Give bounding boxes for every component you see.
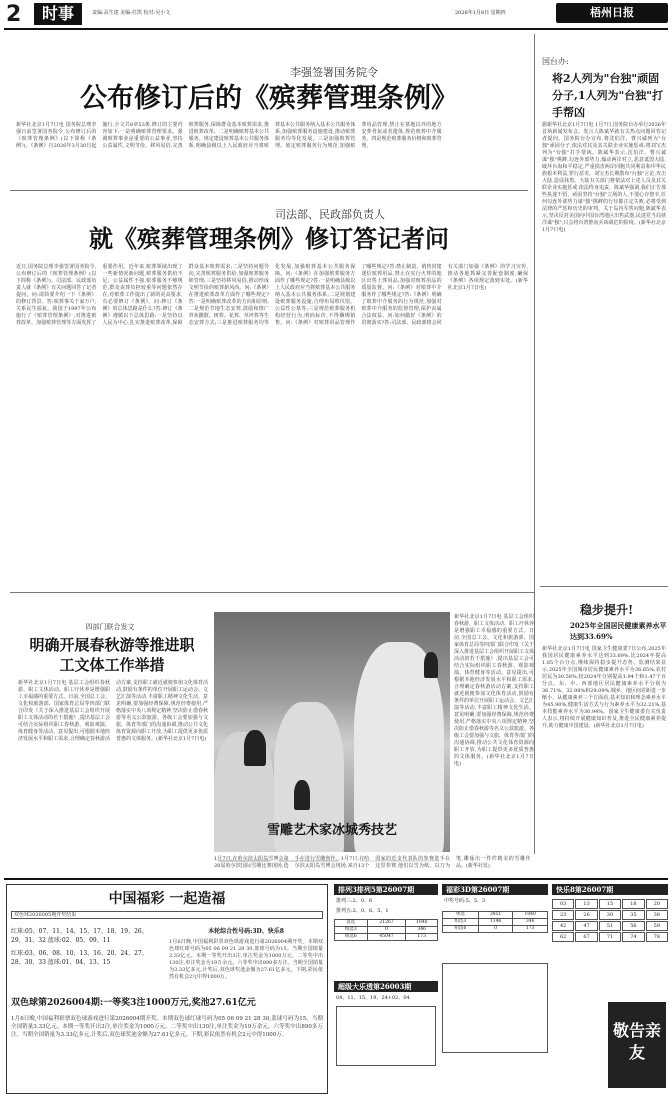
table-cell: 组选3 [443,919,479,926]
photo-caption: 1月7日,在哈尔滨太阳岛雪博会第28届哈尔滨国际雪雕比赛现场,选手在进行雪雕创作。1月7日,在哈尔滨太阳岛雪博会现场,来自13个国家的近支代表队的参赛选手在这里参赛,他们以雪为纸、以刀为笔,雕琢出一件件精美的雪雕作品。(新华社发) [214,856,531,869]
article2-kicker: 司法部、民政部负责人 [275,208,385,221]
table-cell: 单选 [443,912,479,919]
fc3d-extra-table [442,963,548,1053]
sidebar2-kicker: 稳步提升! [580,603,634,617]
table-cell: 组选6 [443,926,479,933]
lottery-ad-title: 中国福彩 一起造福 [108,891,226,907]
lottery-promo: 双色球第2026004期:一等奖3注1000万元,奖池27.61亿元 [11,998,256,1008]
article2-headline: 就《殡葬管理条例》修订答记者问 [89,224,449,253]
article3-headline: 明确开展春秋游等推进职工文体工作举措 [29,636,195,674]
kl8-number: 23 [552,910,574,920]
table-cell: 1040 [513,912,548,919]
kl8-number: 15 [599,899,621,909]
table-cell: 0 [478,926,513,933]
table-cell: 组选6 [335,934,368,941]
pl3-panel [334,884,438,1094]
newspaper-logo: 梧州日报 [556,3,668,23]
lottery-mid-title: 本轮综合性号码:3D、快乐8 [208,928,284,935]
divider [10,190,528,191]
lottery-promo-body: 1月6日晚,中国福利彩票双色球游戏进行第2026004期开奖。本期双色球红球号码为05 06 09 21 28 30,蓝球号码为15。当期全国销量3.33亿元。本期一等奖开出3注,单注奖金为1000万元。二等奖中出130注,单注奖金为19万余元。六等奖中出890多万注。当期全国销量为3.33亿多元,计奖后,双色球奖池金额为27.61亿多元。下期,彩民依然有机会2元中得1000万。 [11,1016,323,1038]
masthead-rule [4,28,668,30]
sculptor-figure [424,652,438,678]
kl8-number: 30 [599,910,621,920]
lottery-numbers-1: 红球:05、07、11、14、15、17、18、19、26、29、31、32 蓝球:02、05、09、11 [11,928,148,944]
sidebar2-headline: 2025年全国居民健康素养水平达到33.69% [570,621,667,641]
lottery-draw-info: 双色球2026005期开奖结果 [11,911,323,919]
editor-credits: 责编:高生建 美编:任凯 校对:吴小文 [92,10,171,16]
table-cell: 1040 [406,920,438,927]
kl8-number: 71 [599,932,621,942]
article3-kicker: 四部门联合发文 [85,623,135,631]
table-cell: 346 [406,927,438,934]
issue-date: 2026年1月8日 星期四 [455,10,506,16]
kl8-number: 67 [575,932,597,942]
article1-body: 新华社北京1月7日电 国务院总理李强日前签署国务院令,公布修订后的《殡葬管理条例》(以下简称《条例》)。《条例》自2026年3月30日起施行,全文共8章53条,修订的主要内容如下:一是明确殡葬管理要求。强调殡葬事业是重要的公益事业,坚持公益属性,文明节俭、移风易俗,完善殡葬服务,保障群众基本殡葬需求,推进殡葬改革。二是明确殡葬基本公共服务。规定建设殡葬基本公共服务体系,明确县级以上人民政府应当将殡葬基本公共服务纳入基本公共服务体系,加强殡葬服务设施建设,推动殡葬服务均等化发展。三是加强殡葬管理。划定殡葬服务行为规范,加强殡葬用品管理,禁止在墓地以外的地方安葬骨灰或者遗体,规范殡葬中介服务。四是规范殡葬服务价格和殡葬管理。 [16,122,442,149]
section-rule [4,878,668,880]
kl8-number-grid [552,899,668,942]
column-divider [534,34,535,854]
kl8-number: 13 [575,899,597,909]
pl3-result: 排列三:2、0、6 [336,898,373,904]
kl8-title: 快乐8第26007期 [552,884,668,895]
kl8-number: 42 [552,921,574,931]
table-cell: 0 [367,927,406,934]
sidebar1-headline: 将2人列为"台独"顽固分子,1人列为"台独"打手帮凶 [552,72,663,119]
article2-body: 近日,国务院总理李强签署国务院令,公布修订后的《殡葬管理条例》(以下简称《条例》)。司法部、民政部负责人就《条例》有关问题回答了记者提问。问:请简要介绍一下《条例》的修订背景。答:殡葬事关千家万户,关系民生福祉。我国于1997年公布施行了《殡葬管理条例》,对推进殡葬改革、加强殡葬管理等方面发挥了重要作用。近年来,殡葬领域出现了一些新情况新问题,殡葬服务供给不足、公益属性不强,殡葬服务不够规范,群众丧葬负担较重等问题依然存在,对殡葬工作提出了新的更高要求,有必要修订《条例》。问:修订《条例》的总体思路是什么?答:修订《条例》遵循以下总体思路:一是坚持以人民为中心,扎实推进殡葬改革,保障群众基本殡葬需求;二是坚持问题导向,完善殡葬服务供给,加强殡葬服务和管理;三是坚持移风易俗,推动形成文明节俭的殡葬新风尚。问:《条例》在推进殡葬改革方面作了哪些规定?答:一是明确殡葬改革的方向和原则;二是规范节地生态安葬,鼓励和推广骨灰撒散、树葬、花葬、草坪葬等生态安葬方式;三是推进殡葬服务均等化发展,加强殡葬基本公共服务保障。问:《条例》在加强殡葬服务方面作了哪些规定?答:一是明确县级以上人民政府应当将殡葬基本公共服务纳入基本公共服务体系;二是规划建设殡葬服务设施,合理布局殡仪馆、公益性公墓等;三是规范殡葬服务机构经营行为,明码标价,不得捆绑销售。问:《条例》对殡葬用品管理作了哪些规定?答:禁止制造、销售封建迷信殡葬用品,禁止在实行火葬的地区出售土葬用品,加强对殡葬用品的质量监督。问:《条例》对殡葬中介服务作了哪些规定?答:《条例》明确了殡葬中介服务的行为规范,加强对殡葬中介服务的监督管理,保护丧属合法权益。问:如何做好《条例》的贯彻落实?答:司法部、民政部将会同有关部门加强《条例》的学习宣传,推动各地抓紧完善配套制度,确保《条例》各项规定落到实处。(新华社北京1月7日电) [16,264,528,326]
table-cell: 1146 [478,919,513,926]
table-cell: 173 [406,934,438,941]
article1-headline: 公布修订后的《殡葬管理条例》 [80,83,458,114]
lottery-mid-body: 1月6日晚,中国福利彩票双色球游戏进行第2026004期开奖。本期双色球红球号码为05 06 09 21 28 30,蓝球号码为15。当期全国销量3.33亿元。本期一等奖开出3注,单注奖金为1000万元。二等奖中出130注,单注奖金为19万余元。六等奖中出890多万注。当期全国销量为3.33亿多元,计奖后,双色球奖池金额为27.61亿多元。下期,彩民依然有机会2元中得1000万。 [169,939,323,980]
article3-continued: 新华社北京1月7日电 基层工会组织春秋游、职工文体活动、职工疗休养是增强职工幸福感的重要方式。日前,全国总工会、文化和旅游部、国家体育总局等四部门联合印发《关于深入推进基层工会组织开展职工文体活动的若干措施》,提出基层工会可结合实际组织职工春秋游、观影观演、体育健身等活动。意见提出,可根据本地经济发展水平和职工需求,合理确定春秋游活动方案,支持职工就近就便参加文化体育活动,鼓励有条件的单位开展职工运动会、文艺汇演等活动,丰富职工精神文化生活。意见明确,要加强经费保障,规范经费使用,严格落实中央八项规定精神,坚决防止借春秋游等名义公款旅游。各级工会要加强与文旅、体育等部门的沟通协调,推动公共文化体育资源向职工开放,为职工提供更多优质普惠的文体服务。(新华社北京1月7日电) [454,614,535,767]
table-cell: 3851 [478,912,513,919]
table-cell: 346 [513,919,548,926]
sidebar1-body: 据新华社北京1月7日电 1月7日,国务院台办举行2026年首场新闻发布会。发言人陈斌华就有关热点问题回答记者提问。国务院台办宣布,将沈伯洋、曹兴诚列为"台独"顽固分子,依法对其及其关联企业实施惩戒;将刘宝杰列为"台独"打手帮凶。陈斌华表示,沈伯洋、曹兴诚谋"独"挑衅,勾连外部势力,煽动两岸对立,恶意诋毁大陆,破坏台海和平稳定,严重损害两岸同胞共同利益和中华民族根本利益,罪行恶劣。刘宝杰长期散布"台独"言论,攻击大陆,造谣抹黑。大陆有关部门将依法对上述人员及其关联企业实施惩戒,依法终身追责。陈斌华强调,我们正告那些执迷不悟、顽固坚持"台独"立场的人,不要心存侥幸,任何勾连外部势力谋"独"挑衅的行径都注定失败,必将受到法律的严惩和历史的审判。关于岛内军售问题,陈斌华表示,坚决反对美国向中国台湾地区出售武器,民进党当局挟洋谋"独",只会将台湾推向兵凶战危的险境。(新华社北京1月7日电) [542,122,666,233]
kl8-number: 56 [622,921,644,931]
pl5-result: 排列五:2、0、6、5、1 [336,908,389,914]
photo-caption-title: 雪雕艺术家冰城秀技艺 [266,823,397,838]
kl8-panel [552,884,668,1094]
sidebar1-tag: 国台办: [542,57,569,66]
pl3-prize-table [334,919,438,941]
dlt-result: 04、11、15、19、24+02、04 [336,995,410,1001]
table-cell: 173 [513,926,548,933]
fc3d-title: 福彩3D第26007期 [442,884,548,895]
article3-body: 新华社北京1月7日电 基层工会组织春秋游、职工文体活动、职工疗休养是增强职工幸福感的重要方式。日前,全国总工会、文化和旅游部、国家体育总局等四部门联合印发《关于深入推进基层工会组织开展职工文体活动的若干措施》,提出基层工会可结合实际组织职工春秋游、观影观演、体育健身等活动。意见提出,可根据本地经济发展水平和职工需求,合理确定春秋游活动方案,支持职工就近就便参加文化体育活动,鼓励有条件的单位开展职工运动会、文艺汇演等活动,丰富职工精神文化生活。意见明确,要加强经费保障,规范经费使用,严格落实中央八项规定精神,坚决防止借春秋游等名义公款旅游。各级工会要加强与文旅、体育等部门的沟通协调,推动公共文化体育资源向职工开放,为职工提供更多优质普惠的文体服务。(新华社北京1月7日电) [18,680,208,742]
fc3d-result: 中奖号码:5、5、3 [444,898,486,904]
divider [10,592,534,593]
kl8-number: 20 [646,899,668,909]
notice-box [608,1002,666,1088]
table-cell: 45047 [367,934,406,941]
notice-text: 敬告亲友 [612,1021,661,1062]
section-label: 时事 [34,3,82,25]
sculptor-figure [244,730,266,766]
fc3d-panel [442,884,548,1094]
table-cell: 直选 [335,920,368,927]
kl8-number: 47 [575,921,597,931]
table-cell: 21267 [367,920,406,927]
kl8-number: 26 [575,910,597,920]
lottery-ad [6,884,328,1094]
dlt-prize-table [336,1006,436,1066]
pl3-title: 排列3排列5第26007期 [334,884,438,895]
sidebar2-body: 新华社北京1月7日电 国家卫生健康委7日公布,2025年我国居民健康素养水平达到33.69%,比2024年提高1.85个百分点,继续保持稳步提升态势。监测结果显示,2025年全国城市居民健康素养水平为36.65%,农村居民为30.58%,较2024年分别提高1.94个和1.47个百分点。东、中、西部地区居民健康素养水平分别为36.71%、32.98%和29.09%,城乡、地区间差距进一步缩小。从健康素养三个方面看,基本知识和理念素养水平为45.90%,健康生活方式与行为素养水平为32.21%,基本技能素养水平为30.94%。国家卫生健康委有关负责人表示,将持续开展健康知识普及,推进全民健康素养提升,助力健康中国建设。(新华社北京1月7日电) [542,646,666,729]
fc3d-prize-table [442,911,548,933]
kl8-number: 51 [599,921,621,931]
lottery-numbers-2: 红球:03、06、08、10、13、16、20、24、27、28、30、33 蓝球:01、04、13、15 [11,950,148,966]
table-cell: 组选3 [335,927,368,934]
kl8-number: 18 [622,899,644,909]
kl8-number: 03 [552,899,574,909]
article1-kicker: 李强签署国务院令 [290,66,378,79]
kl8-number: 74 [622,932,644,942]
snow-sculpture-photo [214,612,450,852]
kl8-number: 38 [646,910,668,920]
kl8-number: 78 [646,932,668,942]
sculptor-figure [294,780,310,810]
kl8-number: 59 [646,921,668,931]
divider [540,586,668,587]
kl8-number: 35 [622,910,644,920]
dlt-title: 超级大乐透第26003期 [334,981,438,992]
page-number: 2 [6,2,22,27]
kl8-number: 62 [552,932,574,942]
